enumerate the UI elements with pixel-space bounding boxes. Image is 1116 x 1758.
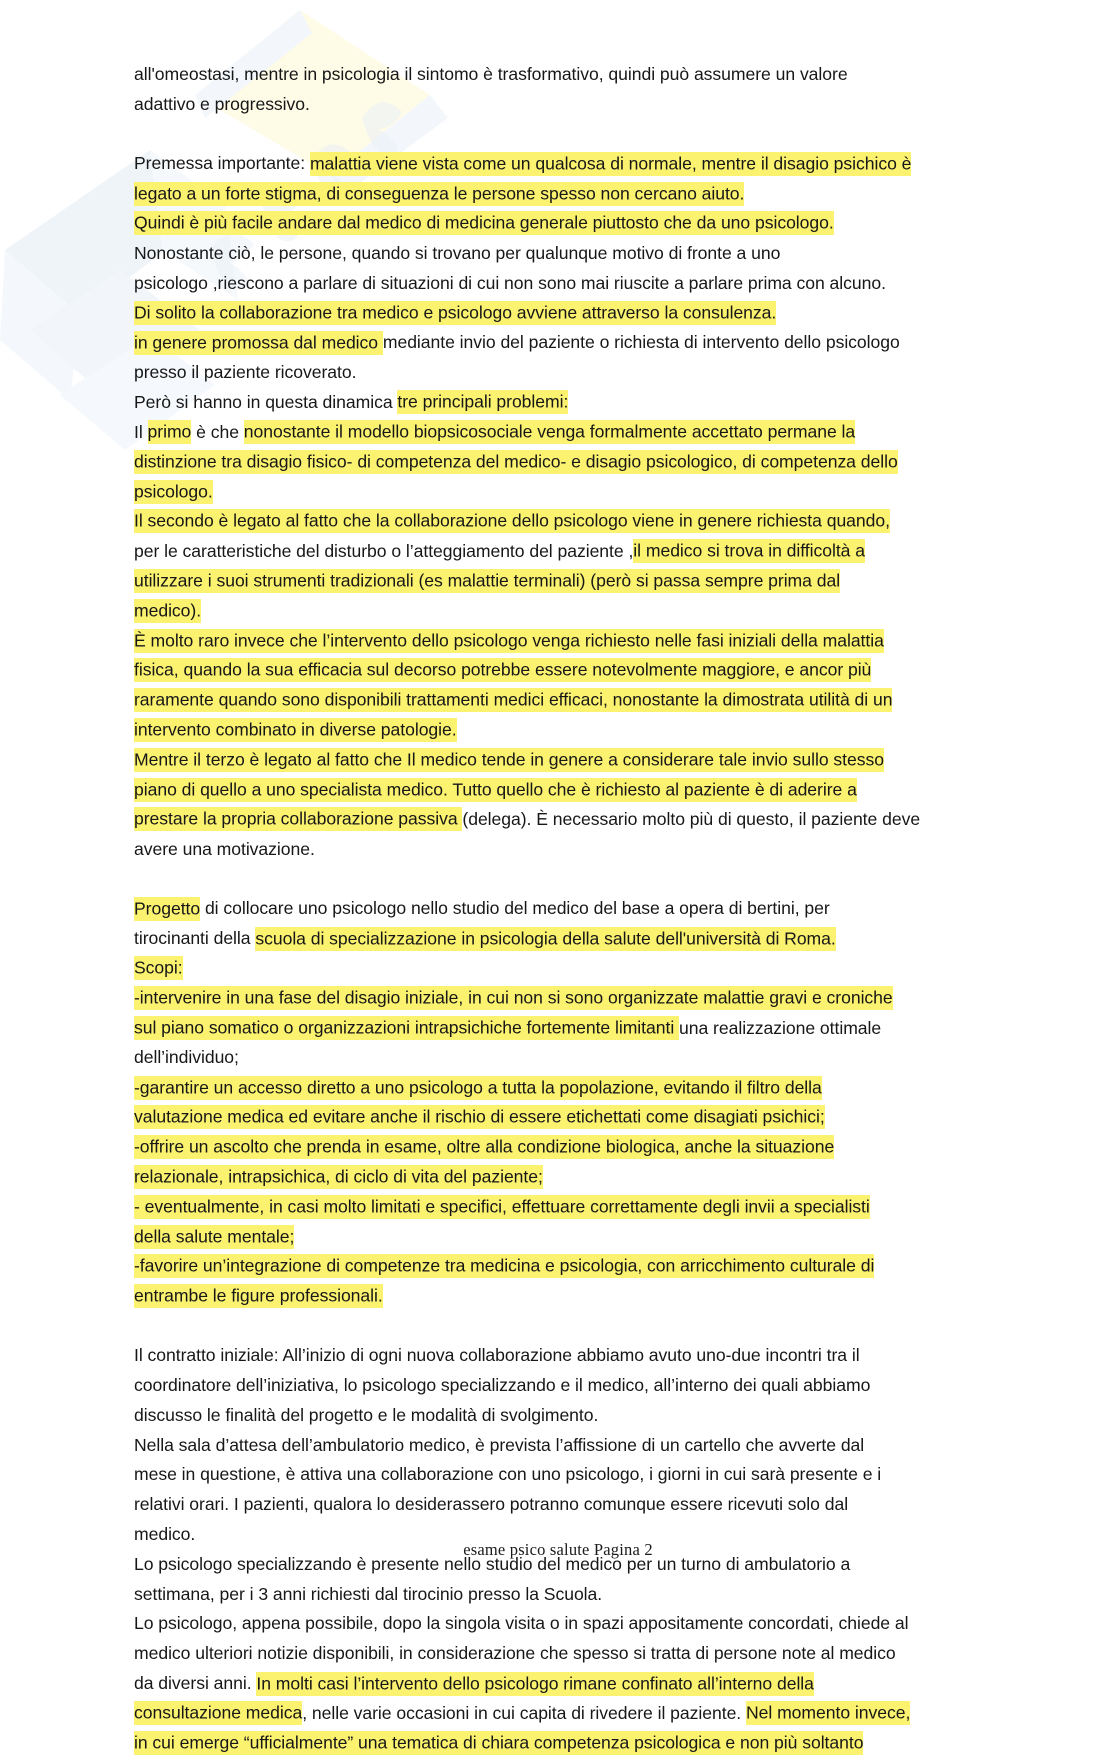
plain-text: Premessa importante: [134, 153, 310, 174]
plain-text: Il contratto iniziale: All’inizio di ogni nuova collaborazione abbiamo avuto uno-due incontri tra il [134, 1345, 860, 1366]
text-line [134, 1699, 1000, 1729]
document-text-body [134, 60, 1000, 1758]
highlighted-text: -favorire un’integrazione di competenze tra medicina e psicologia, con arricchimento culturale di [134, 1254, 874, 1278]
paragraph-spacer [134, 865, 1000, 895]
text-line [134, 745, 1000, 775]
text-line [134, 656, 1000, 686]
plain-text: Lo psicologo specializzando è presente nello studio del medico per un turno di ambulatorio a [134, 1553, 851, 1574]
highlighted-text: scuola di specializzazione in psicologia della salute dell'università di Roma. [255, 927, 835, 951]
text-line [134, 60, 1000, 90]
text-line [134, 835, 1000, 865]
text-line [134, 805, 1000, 835]
highlighted-text: Nel momento invece, [746, 1701, 910, 1725]
text-line [134, 596, 1000, 626]
plain-text: mediante invio del paziente o richiesta di intervento dello psicologo [382, 332, 900, 353]
text-line [134, 567, 1000, 597]
plain-text: psicologo ,riescono a parlare di situazioni di cui non sono mai riuscite a parlare prima con alcuno. [134, 272, 886, 293]
highlighted-text: in genere promossa dal medico [134, 331, 383, 355]
highlighted-text: distinzione tra disagio fisico- di competenza del medico- e disagio psicologico, di competenza dello [134, 450, 898, 474]
text-line [134, 447, 1000, 477]
highlighted-text: prestare la propria collaborazione passiva [134, 807, 462, 831]
text-line [134, 209, 1000, 239]
plain-text: Nonostante ciò, le persone, quando si trovano per qualunque motivo di fronte a uno [134, 242, 781, 263]
text-line [134, 924, 1000, 954]
text-line [134, 1460, 1000, 1490]
text-line [134, 1639, 1000, 1669]
highlighted-text: In molti casi l’intervento dello psicologo rimane confinato all’interno della [256, 1672, 814, 1696]
text-line [134, 477, 1000, 507]
footer-label: esame psico salute Pagina 2 [463, 1540, 653, 1559]
plain-text: adattivo e progressivo. [134, 93, 310, 114]
plain-text: Nella sala d’attesa dell’ambulatorio medico, è prevista l’affissione di un cartello che avverte dal [134, 1434, 865, 1455]
text-paragraph [134, 894, 1000, 1311]
plain-text: (delega). È necessario molto più di questo, il paziente deve [462, 808, 921, 829]
plain-text: per le caratteristiche del disturbo o l’atteggiamento del paziente , [134, 540, 634, 561]
text-line [134, 179, 1000, 209]
highlighted-text: valutazione medica ed evitare anche il rischio di essere etichettati come disagiati psichici; [134, 1105, 825, 1129]
text-line [134, 1222, 1000, 1252]
highlighted-text: È molto raro invece che l’intervento dello psicologo venga richiesto nelle fasi iniziali della malattia [134, 629, 884, 653]
page-footer [0, 1540, 1116, 1560]
text-line [134, 984, 1000, 1014]
text-line [134, 1103, 1000, 1133]
text-line [134, 894, 1000, 924]
plain-text: una realizzazione ottimale [679, 1017, 882, 1038]
highlighted-text: - eventualmente, in casi molto limitati e specifici, effettuare correttamente degli invii a specialisti [134, 1195, 870, 1219]
paragraph-spacer [134, 1311, 1000, 1341]
text-line [134, 1729, 1000, 1758]
text-line [134, 1609, 1000, 1639]
text-line [134, 1490, 1000, 1520]
highlighted-text: Quindi è più facile andare dal medico di medicina generale piuttosto che da uno psicologo. [134, 211, 834, 235]
highlighted-text: Il secondo è legato al fatto che la collaborazione dello psicologo viene in genere richiesta quando, [134, 509, 890, 533]
plain-text: Lo psicologo, appena possibile, dopo la singola visita o in spazi appositamente concordati, chiede al [134, 1613, 909, 1634]
highlighted-text: in cui emerge “ufficialmente” una tematica di chiara competenza psicologica e non più soltanto [134, 1731, 863, 1755]
plain-text: medico ulteriori notizie disponibili, in considerazione che spesso si tratta di persone note al medico [134, 1643, 896, 1664]
text-line [134, 1431, 1000, 1461]
text-line [134, 1401, 1000, 1431]
text-line [134, 90, 1000, 120]
highlighted-text: Mentre il terzo è legato al fatto che Il medico tende in genere a considerare tale invio sullo stesso [134, 748, 884, 772]
highlighted-text: -offrire un ascolto che prenda in esame, oltre alla condizione biologica, anche la situazione [134, 1135, 834, 1159]
text-line [134, 149, 1000, 179]
text-line [134, 1073, 1000, 1103]
plain-text: avere una motivazione. [134, 838, 315, 859]
plain-text: di collocare uno psicologo nello studio del medico del base a opera di bertini, per [200, 898, 830, 919]
highlighted-text: Progetto [134, 897, 200, 921]
highlighted-text: raramente quando sono disponibili trattamenti medici efficaci, nonostante la dimostrata utilità di un [134, 688, 892, 712]
text-line [134, 418, 1000, 448]
highlighted-text: piano di quello a uno specialista medico. Tutto quello che è richiesto al paziente è di aderire a [134, 778, 857, 802]
text-line [134, 328, 1000, 358]
text-line [134, 1580, 1000, 1610]
highlighted-text: nonostante il modello biopsicosociale venga formalmente accettato permane la [244, 420, 855, 444]
plain-text: presso il paziente ricoverato. [134, 361, 357, 382]
text-line [134, 954, 1000, 984]
text-line [134, 1014, 1000, 1044]
plain-text: medico. [134, 1524, 196, 1545]
highlighted-text: malattia viene vista come un qualcosa di normale, mentre il disagio psichico è [310, 152, 911, 176]
text-line [134, 686, 1000, 716]
highlighted-text: il medico si trova in difficoltà a [633, 539, 865, 563]
text-line [134, 1371, 1000, 1401]
text-line [134, 1192, 1000, 1222]
highlighted-text: -garantire un accesso diretto a uno psicologo a tutta la popolazione, evitando il filtro della [134, 1076, 822, 1100]
highlighted-text: sul piano somatico o organizzazioni intrapsichiche fortemente limitanti [134, 1016, 679, 1040]
text-line [134, 388, 1000, 418]
plain-text: , nelle varie occasioni in cui capita di rivedere il paziente. [302, 1702, 746, 1723]
highlighted-text: intervento combinato in diverse patologie. [134, 718, 457, 742]
plain-text: discusso le finalità del progetto e le modalità di svolgimento. [134, 1404, 599, 1425]
highlighted-text: psicologo. [134, 480, 213, 504]
highlighted-text: primo [148, 420, 192, 444]
plain-text: all'omeostasi, mentre in psicologia il sintomo è trasformativo, quindi può assumere un valore [134, 64, 848, 84]
text-paragraph [134, 60, 1000, 120]
plain-text: mese in questione, è attiva una collaborazione con uno psicologo, i giorni in cui sarà presente e i [134, 1464, 882, 1485]
plain-text: Il [134, 421, 148, 442]
plain-text: settimana, per i 3 anni richiesti dal tirocinio presso la Scuola. [134, 1583, 603, 1604]
text-line [134, 1252, 1000, 1282]
highlighted-text: della salute mentale; [134, 1225, 294, 1249]
highlighted-text: -intervenire in una fase del disagio iniziale, in cui non si sono organizzate malattie gravi e croniche [134, 986, 893, 1010]
text-line [134, 1341, 1000, 1371]
plain-text: tirocinanti della [134, 928, 256, 949]
text-paragraph [134, 149, 1000, 864]
text-line [134, 1282, 1000, 1312]
text-line [134, 1133, 1000, 1163]
plain-text: da diversi anni. [134, 1673, 257, 1694]
highlighted-text: Di solito la collaborazione tra medico e psicologo avviene attraverso la consulenza. [134, 301, 776, 325]
text-line [134, 507, 1000, 537]
paragraph-spacer [134, 120, 1000, 150]
text-line [134, 537, 1000, 567]
plain-text: è che [191, 421, 244, 442]
text-line [134, 239, 1000, 269]
text-line [134, 269, 1000, 299]
text-line [134, 775, 1000, 805]
highlighted-text: consultazione medica [134, 1701, 302, 1725]
highlighted-text: relazionale, intrapsichica, di ciclo di vita del paziente; [134, 1165, 543, 1189]
plain-text: dell’individuo; [134, 1047, 239, 1068]
text-line [134, 626, 1000, 656]
text-line [134, 1669, 1000, 1699]
highlighted-text: fisica, quando la sua efficacia sul decorso potrebbe essere notevolmente maggiore, e ancor più [134, 658, 871, 682]
plain-text: coordinatore dell’iniziativa, lo psicologo specializzando e il medico, all’interno dei quali abbiamo [134, 1375, 871, 1396]
highlighted-text: legato a un forte stigma, di conseguenza le persone spesso non cercano aiuto. [134, 182, 744, 206]
text-line [134, 1043, 1000, 1073]
highlighted-text: tre principali problemi: [397, 390, 568, 414]
text-line [134, 716, 1000, 746]
text-line [134, 1162, 1000, 1192]
text-line [134, 358, 1000, 388]
plain-text: relativi orari. I pazienti, qualora lo desiderassero potranno comunque essere ricevuti solo dal [134, 1494, 849, 1515]
plain-text: Però si hanno in questa dinamica [134, 391, 398, 412]
highlighted-text: utilizzare i suoi strumenti tradizionali (es malattie terminali) (però si passa sempre prima dal [134, 569, 840, 593]
highlighted-text: medico). [134, 599, 201, 623]
highlighted-text: Scopi: [134, 956, 183, 980]
highlighted-text: entrambe le figure professionali. [134, 1284, 383, 1308]
text-line [134, 298, 1000, 328]
